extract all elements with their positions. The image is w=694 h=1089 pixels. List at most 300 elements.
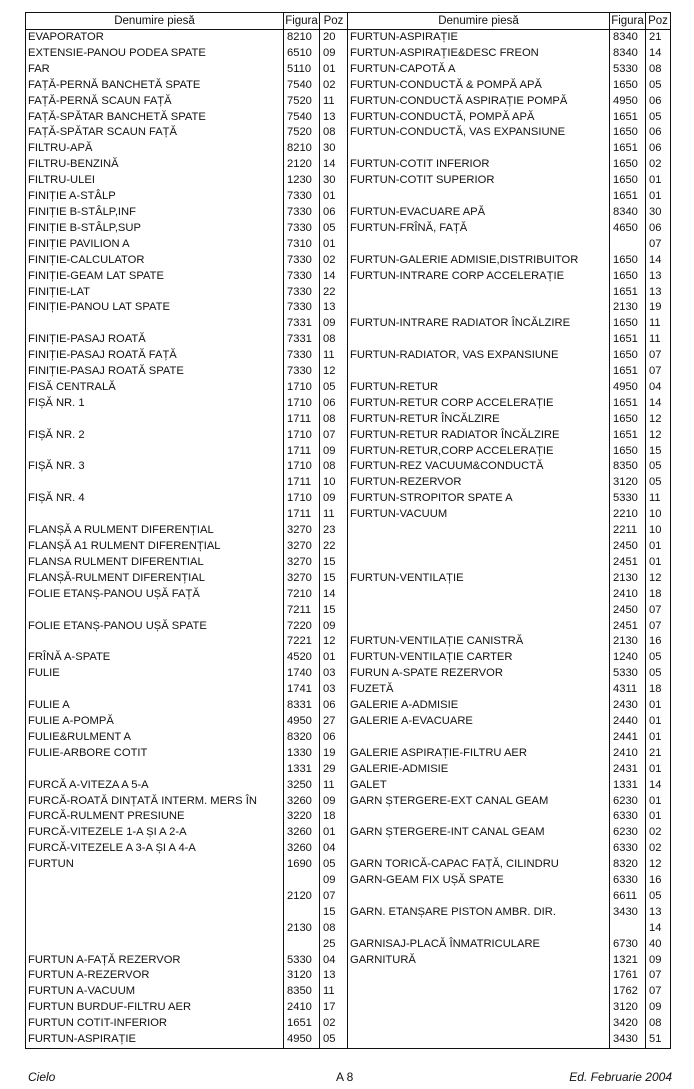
table-row: [348, 78, 671, 94]
table-row: [26, 666, 348, 682]
figure-number: 2451: [610, 619, 646, 635]
position-number: 01: [646, 794, 671, 810]
position-number: 13: [646, 269, 671, 285]
position-number: 01: [320, 189, 348, 205]
figure-number: 3430: [610, 905, 646, 921]
part-name: FURCĂ-VITEZELE 1-A ȘI A 2-A: [26, 825, 284, 841]
figure-number: 7221: [284, 634, 320, 650]
table-row: [348, 666, 671, 682]
position-number: 05: [320, 221, 348, 237]
table-row: [26, 873, 348, 889]
figure-number: 3420: [610, 1016, 646, 1032]
column-header-figure: Figura: [610, 13, 646, 30]
part-name: GALERIE A-EVACUARE: [348, 714, 610, 730]
part-name: FURTUN: [26, 857, 284, 873]
position-number: 20: [320, 30, 348, 46]
figure-number: 7210: [284, 587, 320, 603]
table-row: [26, 921, 348, 937]
table-header-row: [26, 13, 348, 30]
figure-number: 1711: [284, 507, 320, 523]
position-number: 13: [320, 300, 348, 316]
figure-number: 7330: [284, 205, 320, 221]
table-row: [26, 619, 348, 635]
part-name: FILTRU-BENZINĂ: [26, 157, 284, 173]
table-row: [348, 141, 671, 157]
part-name: GALERIE A-ADMISIE: [348, 698, 610, 714]
figure-number: 1651: [284, 1016, 320, 1032]
figure-number: 2410: [610, 587, 646, 603]
figure-number: 1761: [610, 968, 646, 984]
table-row: [26, 587, 348, 603]
position-number: 11: [320, 778, 348, 794]
position-number: 06: [646, 221, 671, 237]
part-name: [348, 603, 610, 619]
position-number: 11: [320, 348, 348, 364]
footer-model: Cielo: [28, 1070, 56, 1084]
figure-number: 8350: [610, 459, 646, 475]
position-number: 40: [646, 937, 671, 953]
position-number: 09: [320, 444, 348, 460]
position-number: 02: [320, 1016, 348, 1032]
figure-number: 1710: [284, 459, 320, 475]
table-row: [348, 587, 671, 603]
part-name: FAR: [26, 62, 284, 78]
figure-number: [610, 921, 646, 937]
figure-number: 6730: [610, 937, 646, 953]
position-number: 11: [320, 984, 348, 1000]
part-name: FURTUN-REZERVOR: [348, 475, 610, 491]
table-row: [348, 523, 671, 539]
position-number: 01: [646, 714, 671, 730]
position-number: 10: [646, 507, 671, 523]
position-number: 05: [646, 459, 671, 475]
part-name: FURTUN-CONDUCTĂ, POMPĂ APĂ: [348, 110, 610, 126]
figure-number: 2451: [610, 555, 646, 571]
position-number: 11: [646, 316, 671, 332]
part-name: FOLIE ETANȘ-PANOU UȘĂ FAȚĂ: [26, 587, 284, 603]
figure-number: 2440: [610, 714, 646, 730]
position-number: 01: [320, 237, 348, 253]
figure-number: 1650: [610, 78, 646, 94]
column-header-position: Poz: [320, 13, 348, 30]
figure-number: 8340: [610, 30, 646, 46]
position-number: 29: [320, 762, 348, 778]
table-row: [26, 984, 348, 1000]
position-number: 05: [646, 110, 671, 126]
figure-number: 1711: [284, 475, 320, 491]
table-row: [348, 1000, 671, 1016]
part-name: [26, 316, 284, 332]
figure-number: 3220: [284, 809, 320, 825]
figure-number: 5330: [610, 62, 646, 78]
figure-number: 1651: [610, 285, 646, 301]
figure-number: 1330: [284, 746, 320, 762]
figure-number: 7330: [284, 253, 320, 269]
parts-table-right-body: [348, 30, 671, 1049]
part-name: FURTUN-VENTILAȚIE CANISTRĂ: [348, 634, 610, 650]
part-name: FULIE-ARBORE COTIT: [26, 746, 284, 762]
table-row: [348, 857, 671, 873]
position-number: 01: [646, 698, 671, 714]
part-name: [348, 300, 610, 316]
table-row: [348, 650, 671, 666]
position-number: 15: [320, 571, 348, 587]
position-number: 14: [320, 157, 348, 173]
figure-number: 7330: [284, 300, 320, 316]
part-name: FURTUN-INTRARE CORP ACCELERAȚIE: [348, 269, 610, 285]
figure-number: 7330: [284, 364, 320, 380]
part-name: [26, 682, 284, 698]
figure-number: 1321: [610, 953, 646, 969]
table-row: [26, 94, 348, 110]
table-row: [26, 189, 348, 205]
part-name: GARN TORICĂ-CAPAC FAȚĂ, CILINDRU: [348, 857, 610, 873]
figure-number: 2450: [610, 603, 646, 619]
table-row: [348, 157, 671, 173]
table-row: [26, 746, 348, 762]
figure-number: 1762: [610, 984, 646, 1000]
figure-number: 7211: [284, 603, 320, 619]
figure-number: 2210: [610, 507, 646, 523]
table-row: [348, 94, 671, 110]
column-header-position: Poz: [646, 13, 671, 30]
position-number: 30: [320, 141, 348, 157]
figure-number: 7330: [284, 189, 320, 205]
figure-number: 7540: [284, 110, 320, 126]
figure-number: 7220: [284, 619, 320, 635]
table-row: [348, 428, 671, 444]
part-name: FUZETĂ: [348, 682, 610, 698]
table-row: [26, 682, 348, 698]
table-row: [348, 873, 671, 889]
figure-number: 1650: [610, 157, 646, 173]
figure-number: 6330: [610, 809, 646, 825]
figure-number: 1740: [284, 666, 320, 682]
part-name: FURTUN-CONDUCTĂ ASPIRAȚIE POMPĂ: [348, 94, 610, 110]
part-name: [348, 539, 610, 555]
table-row: [26, 507, 348, 523]
position-number: 12: [646, 571, 671, 587]
part-name: FURUN A-SPATE REZERVOR: [348, 666, 610, 682]
position-number: 01: [320, 650, 348, 666]
position-number: 14: [646, 46, 671, 62]
figure-number: 2430: [610, 698, 646, 714]
part-name: FINIȚIE-PANOU LAT SPATE: [26, 300, 284, 316]
figure-number: 1240: [610, 650, 646, 666]
figure-number: 3270: [284, 571, 320, 587]
figure-number: [284, 873, 320, 889]
table-row: [348, 619, 671, 635]
position-number: 06: [646, 94, 671, 110]
table-row: [26, 571, 348, 587]
figure-number: 1230: [284, 173, 320, 189]
position-number: 14: [320, 587, 348, 603]
table-row: [26, 778, 348, 794]
part-name: EXTENSIE-PANOU PODEA SPATE: [26, 46, 284, 62]
part-name: [26, 412, 284, 428]
part-name: [348, 968, 610, 984]
table-row: [348, 491, 671, 507]
position-number: 18: [320, 809, 348, 825]
part-name: [348, 587, 610, 603]
part-name: FINIȚIE-GEAM LAT SPATE: [26, 269, 284, 285]
position-number: 15: [646, 444, 671, 460]
part-name: FURTUN-COTIT SUPERIOR: [348, 173, 610, 189]
position-number: 06: [646, 125, 671, 141]
table-row: [26, 905, 348, 921]
table-row: [26, 396, 348, 412]
parts-table-left-body: [26, 30, 348, 1049]
part-name: FOLIE ETANȘ-PANOU UȘĂ SPATE: [26, 619, 284, 635]
part-name: GARN-GEAM FIX UȘĂ SPATE: [348, 873, 610, 889]
figure-number: 4950: [610, 380, 646, 396]
position-number: 03: [320, 682, 348, 698]
part-name: FURTUN-VENTILAȚIE: [348, 571, 610, 587]
position-number: 27: [320, 714, 348, 730]
position-number: 07: [646, 237, 671, 253]
figure-number: 3120: [610, 475, 646, 491]
part-name: FILTRU-ULEI: [26, 173, 284, 189]
table-row: [348, 603, 671, 619]
figure-number: 1651: [610, 364, 646, 380]
figure-number: 7330: [284, 269, 320, 285]
figure-number: 8331: [284, 698, 320, 714]
parts-table-left: [25, 12, 348, 1049]
part-name: [348, 141, 610, 157]
position-number: 06: [320, 730, 348, 746]
figure-number: 2441: [610, 730, 646, 746]
part-name: [348, 889, 610, 905]
part-name: FURTUN-RETUR ÎNCĂLZIRE: [348, 412, 610, 428]
table-row: [26, 30, 348, 46]
table-row: [348, 348, 671, 364]
position-number: 30: [646, 205, 671, 221]
table-row: [26, 634, 348, 650]
figure-number: 1650: [610, 444, 646, 460]
table-row: [348, 841, 671, 857]
table-row: [26, 444, 348, 460]
table-header-row: [348, 13, 671, 30]
part-name: EVAPORATOR: [26, 30, 284, 46]
part-name: FURTUN COTIT-INFERIOR: [26, 1016, 284, 1032]
figure-number: 1711: [284, 412, 320, 428]
table-row: [348, 110, 671, 126]
position-number: 01: [646, 173, 671, 189]
position-number: 07: [646, 603, 671, 619]
position-number: 08: [320, 459, 348, 475]
table-row: [348, 953, 671, 969]
table-row: [26, 825, 348, 841]
position-number: 08: [320, 332, 348, 348]
part-name: FURCĂ A-VITEZA A 5-A: [26, 778, 284, 794]
figure-number: 1331: [610, 778, 646, 794]
figure-number: 3270: [284, 555, 320, 571]
table-row: [26, 237, 348, 253]
part-name: [348, 364, 610, 380]
figure-number: [610, 237, 646, 253]
table-row: [348, 1032, 671, 1048]
column-header-name: Denumire piesă: [26, 13, 284, 30]
part-name: [26, 444, 284, 460]
figure-number: 1710: [284, 380, 320, 396]
table-row: [348, 300, 671, 316]
figure-number: 2211: [610, 523, 646, 539]
part-name: FULIE A: [26, 698, 284, 714]
figure-number: 1650: [610, 173, 646, 189]
table-row: [348, 380, 671, 396]
position-number: 05: [646, 889, 671, 905]
figure-number: 4650: [610, 221, 646, 237]
table-row: [26, 698, 348, 714]
part-name: FIȘĂ NR. 2: [26, 428, 284, 444]
part-name: GALERIE ASPIRAȚIE-FILTRU AER: [348, 746, 610, 762]
figure-number: 1651: [610, 428, 646, 444]
part-name: FURTUN-RETUR,CORP ACCELERAȚIE: [348, 444, 610, 460]
position-number: 13: [320, 968, 348, 984]
table-row: [26, 46, 348, 62]
position-number: 30: [320, 173, 348, 189]
table-row: [348, 1016, 671, 1032]
position-number: 51: [646, 1032, 671, 1048]
part-name: FURTUN-ASPIRAȚIE: [26, 1032, 284, 1048]
part-name: FULIE A-POMPĂ: [26, 714, 284, 730]
part-name: FAȚĂ-SPĂTAR SCAUN FAȚĂ: [26, 125, 284, 141]
position-number: 08: [646, 62, 671, 78]
position-number: 01: [646, 809, 671, 825]
table-row: [348, 507, 671, 523]
part-name: FLANSA RULMENT DIFERENTIAL: [26, 555, 284, 571]
table-row: [26, 459, 348, 475]
position-number: 04: [320, 953, 348, 969]
figure-number: 6330: [610, 841, 646, 857]
table-row: [348, 825, 671, 841]
position-number: 07: [646, 348, 671, 364]
figure-number: 4950: [610, 94, 646, 110]
figure-number: 4520: [284, 650, 320, 666]
part-name: FINIȚIE-PASAJ ROATĂ FAȚĂ: [26, 348, 284, 364]
table-row: [26, 714, 348, 730]
table-row: [26, 953, 348, 969]
part-name: FURTUN-GALERIE ADMISIE,DISTRIBUITOR: [348, 253, 610, 269]
part-name: FAȚĂ-PERNĂ BANCHETĂ SPATE: [26, 78, 284, 94]
position-number: 06: [320, 396, 348, 412]
part-name: FURTUN-ASPIRAȚIE: [348, 30, 610, 46]
part-name: [26, 921, 284, 937]
table-row: [26, 125, 348, 141]
parts-table-right: [347, 12, 671, 1049]
position-number: 02: [646, 841, 671, 857]
position-number: 07: [646, 364, 671, 380]
table-row: [348, 762, 671, 778]
position-number: 08: [320, 125, 348, 141]
position-number: 21: [646, 746, 671, 762]
figure-number: 8320: [284, 730, 320, 746]
table-row: [26, 316, 348, 332]
table-row: [26, 332, 348, 348]
figure-number: 3120: [284, 968, 320, 984]
footer-page-number: A 8: [336, 1070, 354, 1084]
part-name: FIȘĂ NR. 4: [26, 491, 284, 507]
table-row: [348, 555, 671, 571]
table-row: [26, 348, 348, 364]
part-name: FURTUN-EVACUARE APĂ: [348, 205, 610, 221]
part-name: [26, 905, 284, 921]
figure-number: 3260: [284, 794, 320, 810]
table-row: [26, 364, 348, 380]
figure-number: 2130: [610, 300, 646, 316]
position-number: 09: [320, 46, 348, 62]
part-name: FURTUN-REZ VACUUM&CONDUCTĂ: [348, 459, 610, 475]
table-row: [348, 889, 671, 905]
part-name: [348, 189, 610, 205]
position-number: 13: [320, 110, 348, 126]
position-number: 04: [320, 841, 348, 857]
position-number: 08: [646, 1016, 671, 1032]
part-name: FLANȘĂ-RULMENT DIFERENȚIAL: [26, 571, 284, 587]
figure-number: 2410: [284, 1000, 320, 1016]
part-name: FURCĂ-RULMENT PRESIUNE: [26, 809, 284, 825]
position-number: 22: [320, 539, 348, 555]
part-name: FURTUN-RETUR RADIATOR ÎNCĂLZIRE: [348, 428, 610, 444]
figure-number: 7520: [284, 125, 320, 141]
position-number: 01: [646, 762, 671, 778]
table-row: [348, 285, 671, 301]
table-row: [348, 682, 671, 698]
position-number: 02: [646, 825, 671, 841]
part-name: [26, 603, 284, 619]
table-row: [26, 1000, 348, 1016]
figure-number: 7331: [284, 332, 320, 348]
position-number: 09: [646, 953, 671, 969]
position-number: 07: [646, 968, 671, 984]
part-name: GARN ȘTERGERE-INT CANAL GEAM: [348, 825, 610, 841]
table-row: [348, 921, 671, 937]
part-name: FAȚĂ-PERNĂ SCAUN FAȚĂ: [26, 94, 284, 110]
figure-number: 1710: [284, 428, 320, 444]
part-name: FURTUN-ASPIRAȚIE&DESC FREON: [348, 46, 610, 62]
table-row: [348, 269, 671, 285]
table-row: [26, 78, 348, 94]
part-name: FISĂ CENTRALĂ: [26, 380, 284, 396]
part-name: [348, 1000, 610, 1016]
position-number: 22: [320, 285, 348, 301]
figure-number: 6330: [610, 873, 646, 889]
table-row: [348, 475, 671, 491]
part-name: FURTUN-COTIT INFERIOR: [348, 157, 610, 173]
position-number: 10: [646, 523, 671, 539]
part-name: FURTUN BURDUF-FILTRU AER: [26, 1000, 284, 1016]
part-name: [26, 507, 284, 523]
position-number: 06: [320, 205, 348, 221]
table-row: [26, 1032, 348, 1048]
table-row: [348, 984, 671, 1000]
part-name: FURTUN-CONDUCTĂ & POMPĂ APĂ: [348, 78, 610, 94]
table-row: [348, 237, 671, 253]
table-row: [348, 221, 671, 237]
figure-number: 1741: [284, 682, 320, 698]
table-row: [348, 30, 671, 46]
part-name: FURTUN A-VACUUM: [26, 984, 284, 1000]
position-number: 11: [320, 507, 348, 523]
figure-number: 3120: [610, 1000, 646, 1016]
figure-number: 1650: [610, 412, 646, 428]
part-name: FRÎNĂ A-SPATE: [26, 650, 284, 666]
table-row: [26, 221, 348, 237]
table-row: [26, 412, 348, 428]
table-row: [348, 396, 671, 412]
figure-number: 2130: [610, 634, 646, 650]
part-name: [348, 730, 610, 746]
